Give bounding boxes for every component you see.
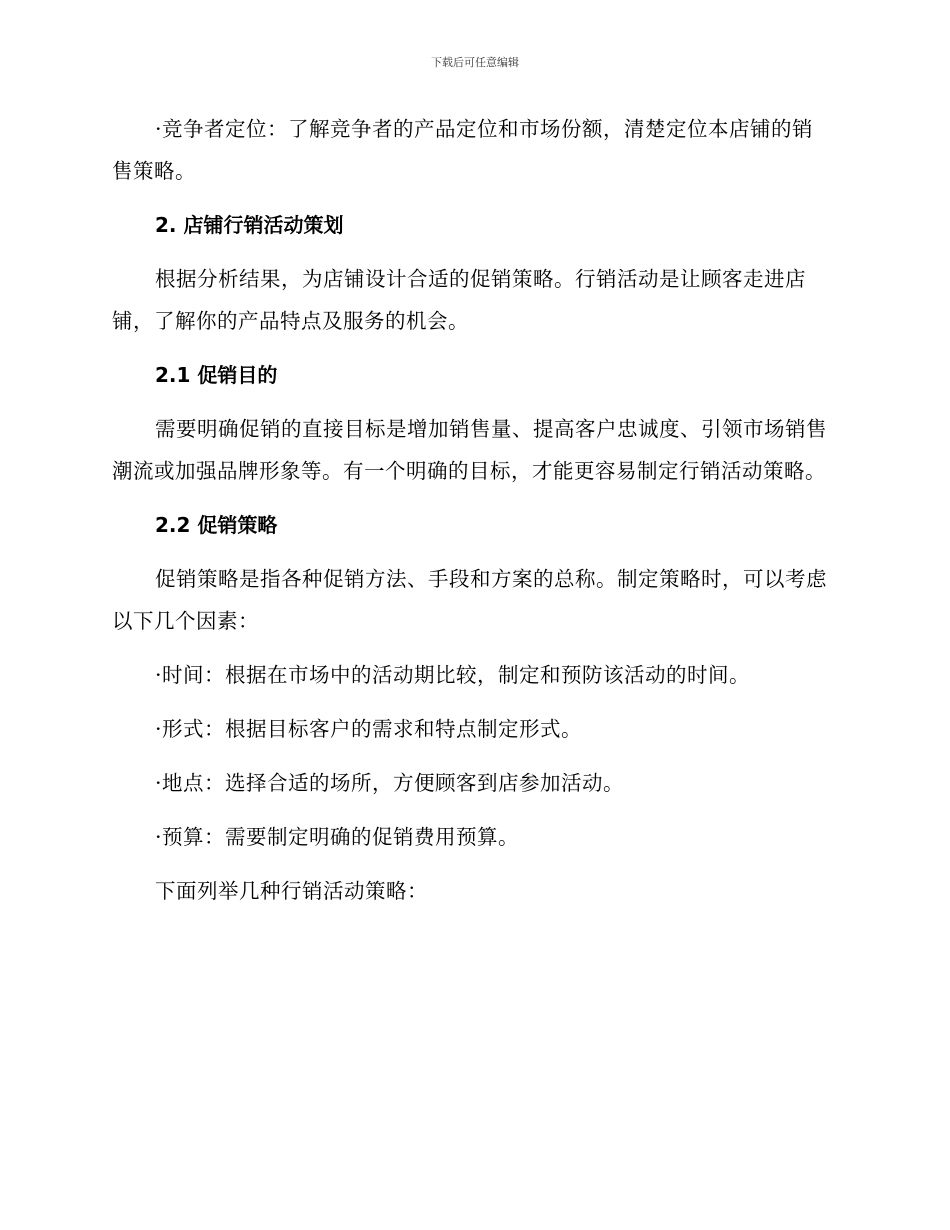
section-heading-promotion-purpose: 2.1 促销目的 [155,363,278,387]
bullet-time: ·时间：根据在市场中的活动期比较，制定和预防该活动的时间。 [155,663,751,687]
bullet-location: ·地点：选择合适的场所，方便顾客到店参加活动。 [155,771,625,795]
paragraph-strategy-definition: 促销策略是指各种促销方法、手段和方案的总称。制定策略时，可以考虑以下几个因素： [112,567,827,633]
bullet-form: ·形式：根据目标客户的需求和特点制定形式。 [155,717,583,741]
bullet-budget: ·预算：需要制定明确的促销费用预算。 [155,825,520,849]
paragraph-promotion-goals: 需要明确促销的直接目标是增加销售量、提高客户忠诚度、引领市场销售潮流或加强品牌形象等。有一个明确的目标，才能更容易制定行销活动策略。 [112,417,827,483]
page-header: 下载后可任意编辑 [431,56,519,69]
paragraph-list-intro: 下面列举几种行销活动策略： [155,879,428,903]
paragraph-competitor-positioning: ·竞争者定位：了解竞争者的产品定位和市场份额，清楚定位本店铺的销售策略。 [112,117,814,183]
section-heading-promotion-strategy: 2.2 促销策略 [155,513,278,537]
document-body [112,108,830,924]
section-heading-store-marketing: 2. 店铺行销活动策划 [155,213,344,237]
paragraph-analysis-results: 根据分析结果，为店铺设计合适的促销策略。行销活动是让顾客走进店铺，了解你的产品特点及服务的机会。 [112,267,806,333]
